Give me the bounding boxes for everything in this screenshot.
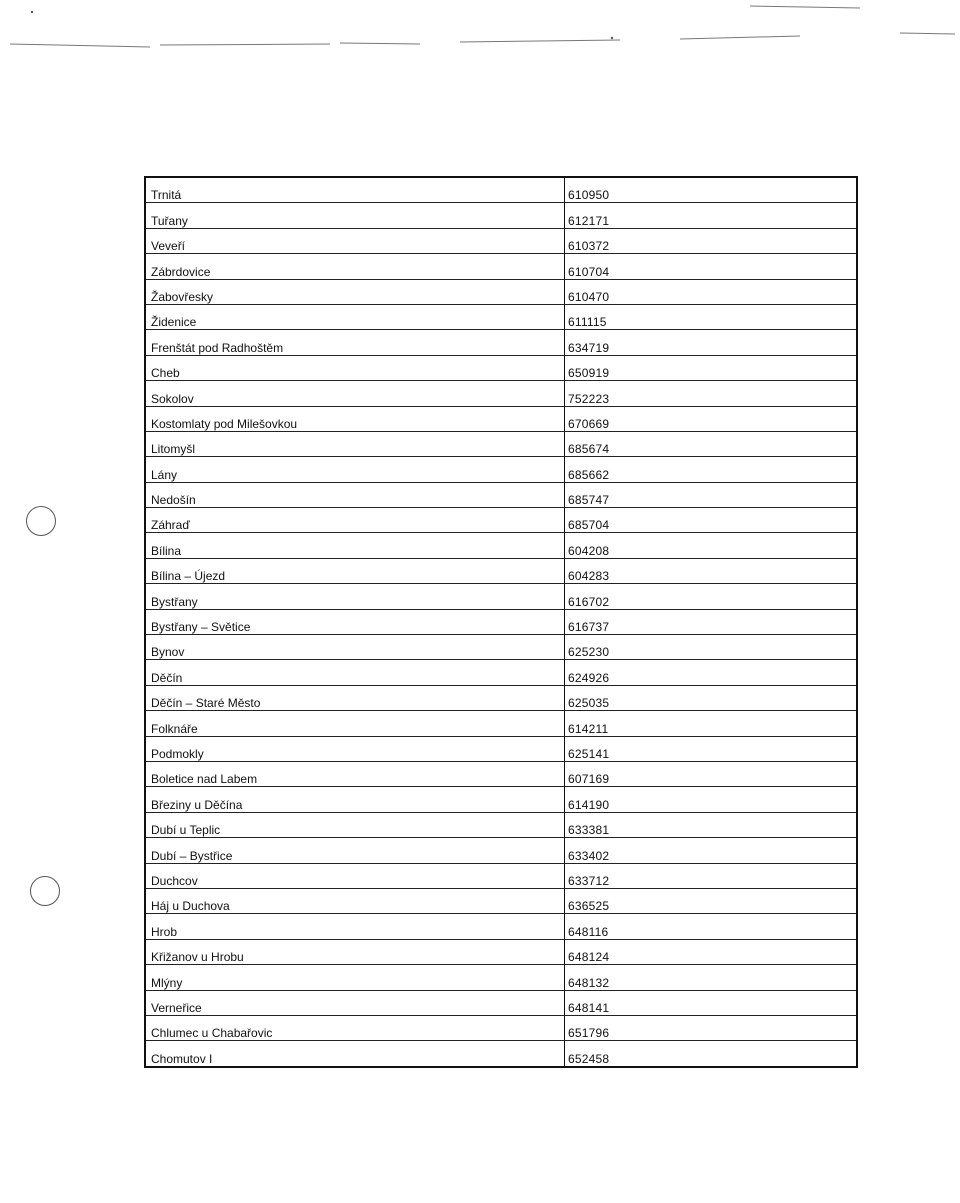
cadastral-area-name: Kostomlaty pod Milešovkou xyxy=(145,406,565,431)
cadastral-area-name: Bílina – Újezd xyxy=(145,558,565,583)
cadastral-area-code: 633381 xyxy=(565,812,858,837)
table-row xyxy=(145,685,857,710)
table-row xyxy=(145,228,857,253)
cadastral-area-name: Háj u Duchova xyxy=(145,888,565,913)
cadastral-area-code: 685674 xyxy=(565,431,858,456)
cadastral-area-code: 685662 xyxy=(565,457,858,482)
cadastral-area-code: 648132 xyxy=(565,965,858,990)
table-row xyxy=(145,888,857,913)
table-row xyxy=(145,711,857,736)
cadastral-area-code: 610470 xyxy=(565,279,858,304)
cadastral-area-name: Boletice nad Labem xyxy=(145,761,565,786)
cadastral-area-name: Hrob xyxy=(145,914,565,939)
cadastral-area-name: Bystřany xyxy=(145,584,565,609)
table-row xyxy=(145,736,857,761)
cadastral-area-code: 633402 xyxy=(565,838,858,863)
cadastral-area-code: 616737 xyxy=(565,609,858,634)
cadastral-area-name: Chlumec u Chabařovic xyxy=(145,1015,565,1040)
cadastral-area-code: 648116 xyxy=(565,914,858,939)
cadastral-area-code: 651796 xyxy=(565,1015,858,1040)
cadastral-area-name: Bynov xyxy=(145,635,565,660)
cadastral-area-code: 610372 xyxy=(565,228,858,253)
table-row xyxy=(145,787,857,812)
punch-hole-icon xyxy=(30,876,60,906)
cadastral-area-code: 648124 xyxy=(565,939,858,964)
table-row xyxy=(145,635,857,660)
cadastral-area-name: Děčín xyxy=(145,660,565,685)
cadastral-area-code: 625230 xyxy=(565,635,858,660)
table-row xyxy=(145,254,857,279)
cadastral-area-name: Žabovřesky xyxy=(145,279,565,304)
cadastral-area-code: 614190 xyxy=(565,787,858,812)
cadastral-area-code: 685747 xyxy=(565,482,858,507)
table-row xyxy=(145,1041,857,1067)
cadastral-area-name: Trnitá xyxy=(145,177,565,203)
table-row xyxy=(145,177,857,203)
cadastral-area-code: 650919 xyxy=(565,355,858,380)
table-body xyxy=(145,177,857,1067)
cadastral-area-name: Cheb xyxy=(145,355,565,380)
cadastral-area-code: 634719 xyxy=(565,330,858,355)
cadastral-table xyxy=(144,176,858,1068)
cadastral-area-name: Veveří xyxy=(145,228,565,253)
cadastral-area-code: 612171 xyxy=(565,203,858,228)
table-row xyxy=(145,508,857,533)
cadastral-area-name: Duchcov xyxy=(145,863,565,888)
cadastral-area-code: 652458 xyxy=(565,1041,858,1067)
cadastral-area-code: 625141 xyxy=(565,736,858,761)
cadastral-area-code: 604283 xyxy=(565,558,858,583)
table-row xyxy=(145,279,857,304)
table-row xyxy=(145,939,857,964)
table-row xyxy=(145,584,857,609)
cadastral-area-code: 633712 xyxy=(565,863,858,888)
cadastral-area-code: 624926 xyxy=(565,660,858,685)
cadastral-area-code: 648141 xyxy=(565,990,858,1015)
table-row xyxy=(145,431,857,456)
cadastral-area-name: Litomyšl xyxy=(145,431,565,456)
table-row xyxy=(145,482,857,507)
table-row xyxy=(145,660,857,685)
cadastral-area-code: 625035 xyxy=(565,685,858,710)
table-row xyxy=(145,533,857,558)
cadastral-area-code: 604208 xyxy=(565,533,858,558)
table-row xyxy=(145,558,857,583)
punch-hole-icon xyxy=(26,506,56,536)
table-row xyxy=(145,838,857,863)
table-row xyxy=(145,355,857,380)
cadastral-area-code: 614211 xyxy=(565,711,858,736)
table-row xyxy=(145,457,857,482)
cadastral-area-name: Nedošín xyxy=(145,482,565,507)
cadastral-area-name: Bílina xyxy=(145,533,565,558)
cadastral-area-name: Děčín – Staré Město xyxy=(145,685,565,710)
cadastral-area-code: 670669 xyxy=(565,406,858,431)
cadastral-area-name: Záhraď xyxy=(145,508,565,533)
cadastral-area-name: Sokolov xyxy=(145,381,565,406)
table-row xyxy=(145,330,857,355)
cadastral-area-name: Dubí – Bystřice xyxy=(145,838,565,863)
cadastral-area-name: Dubí u Teplic xyxy=(145,812,565,837)
cadastral-area-code: 616702 xyxy=(565,584,858,609)
table-row xyxy=(145,914,857,939)
cadastral-area-code: 610950 xyxy=(565,177,858,203)
cadastral-area-code: 611115 xyxy=(565,304,858,329)
cadastral-area-name: Zábrdovice xyxy=(145,254,565,279)
table-row xyxy=(145,203,857,228)
cadastral-area-name: Křižanov u Hrobu xyxy=(145,939,565,964)
table-row xyxy=(145,1015,857,1040)
cadastral-area-name: Bystřany – Světice xyxy=(145,609,565,634)
cadastral-area-code: 610704 xyxy=(565,254,858,279)
table-row xyxy=(145,406,857,431)
cadastral-area-code: 607169 xyxy=(565,761,858,786)
table-row xyxy=(145,304,857,329)
table-row xyxy=(145,609,857,634)
scan-artifact-top xyxy=(0,0,960,60)
cadastral-area-name: Verneřice xyxy=(145,990,565,1015)
table-row xyxy=(145,863,857,888)
table-row xyxy=(145,761,857,786)
table-row xyxy=(145,381,857,406)
cadastral-area-name: Podmokly xyxy=(145,736,565,761)
cadastral-area-name: Lány xyxy=(145,457,565,482)
cadastral-area-name: Mlýny xyxy=(145,965,565,990)
cadastral-area-name: Frenštát pod Radhoštěm xyxy=(145,330,565,355)
table-row xyxy=(145,990,857,1015)
cadastral-area-name: Tuřany xyxy=(145,203,565,228)
cadastral-area-name: Židenice xyxy=(145,304,565,329)
cadastral-area-code: 685704 xyxy=(565,508,858,533)
cadastral-area-name: Chomutov I xyxy=(145,1041,565,1067)
cadastral-area-name: Folknáře xyxy=(145,711,565,736)
cadastral-area-name: Březiny u Děčína xyxy=(145,787,565,812)
table-row xyxy=(145,812,857,837)
cadastral-area-code: 752223 xyxy=(565,381,858,406)
cadastral-area-code: 636525 xyxy=(565,888,858,913)
table-row xyxy=(145,965,857,990)
